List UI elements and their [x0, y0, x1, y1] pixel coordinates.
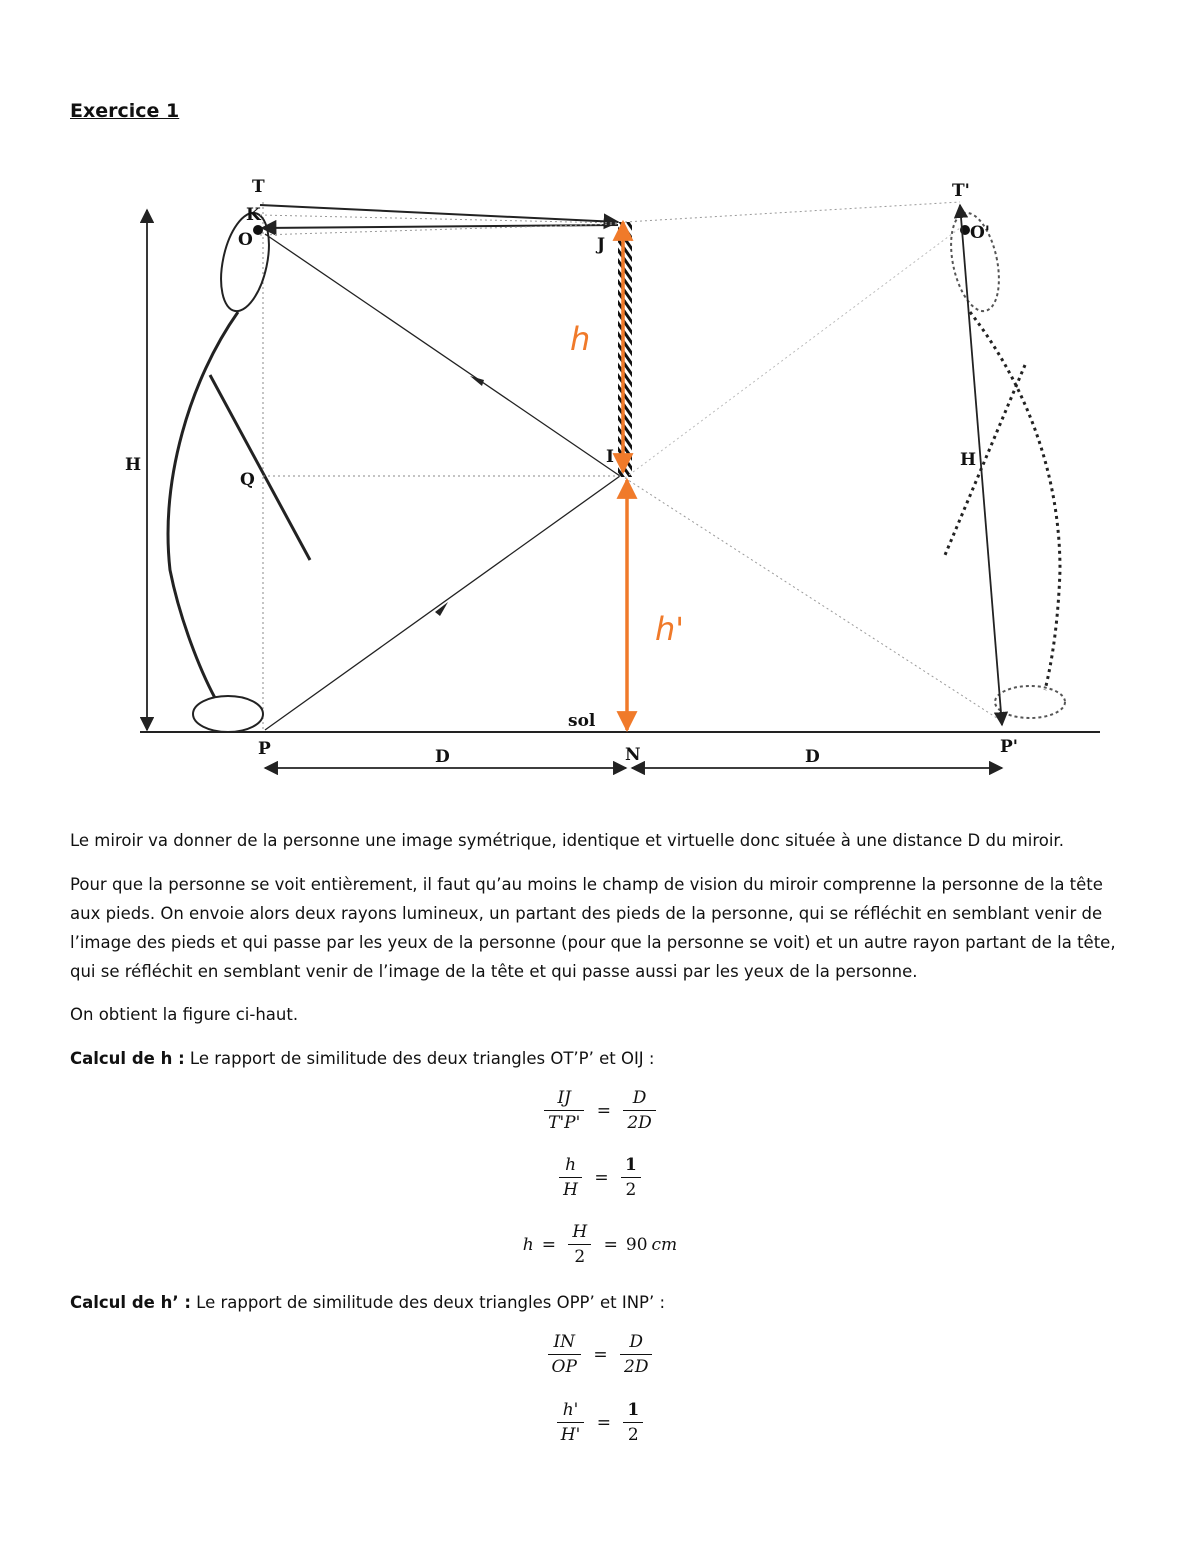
label-D-right: D	[805, 747, 820, 767]
calc-hp-heading	[70, 1288, 1130, 1317]
calc-h-text: Le rapport de similitude des deux triangles OT’P’ et OIJ :	[184, 1049, 655, 1068]
body-left	[168, 312, 238, 698]
paragraph-3: On obtient la figure ci-haut.	[70, 1005, 299, 1024]
equation-h-3: h = $\frac{H}{2}$ = 90 cm	[522, 1222, 678, 1267]
paragraph-1: Le miroir va donner de la personne une image symétrique, identique et virtuelle donc située à une distance D du miroir.	[70, 831, 1064, 850]
mirror-figure	[70, 150, 1130, 800]
calc-hp-text: Le rapport de similitude des deux triangles OPP’ et INP’ :	[190, 1293, 666, 1312]
equation-hp-2: $\frac{h'}{H'}$ = $\frac{1}{2}$	[0, 1400, 1200, 1445]
foot-left	[193, 696, 263, 732]
equation-h-2: $\frac{h}{H}$ = $\frac{1}{2}$	[0, 1155, 1200, 1200]
label-P: P	[258, 739, 271, 759]
calc-hp-label: Calcul de h’ :	[70, 1293, 191, 1312]
label-O: O	[238, 230, 253, 250]
paragraph-2: Pour que la personne se voit entièrement, il faut qu’au moins le champ de vision du miroir comprenne la personne de la tête aux pieds. On envoie alors deux rayons lumineux, un partant des pieds de la personne, qui se réfléchit en semblant venir de l’image des pieds et qui passe par les yeux de la personne (pour que la personne se voit) et un autre rayon partant de la tête, qui se réfléchit en semblant venir de l’image de la tête et qui passe aussi par les yeux de la personne.	[70, 875, 1116, 981]
calc-h-label: Calcul de h :	[70, 1049, 185, 1068]
label-H-right: H	[960, 450, 977, 470]
label-K: K	[246, 205, 261, 225]
equation-hp-1: $\frac{IN}{OP}$ = $\frac{D}{2D}$	[0, 1332, 1200, 1377]
calc-h-heading	[70, 1044, 1130, 1073]
label-T: T	[252, 177, 265, 197]
label-H-left: H	[125, 455, 142, 475]
label-I: I	[606, 447, 614, 467]
label-sol: sol	[568, 711, 596, 731]
label-J: J	[597, 235, 606, 255]
mirror	[618, 222, 632, 477]
label-O-prime: O'	[970, 223, 991, 243]
exercise-title: Exercice 1	[70, 100, 180, 122]
label-P-prime: P'	[1000, 737, 1018, 757]
label-N: N	[625, 745, 641, 765]
annotation-h-prime: h'	[655, 610, 685, 648]
label-T-prime: T'	[952, 181, 970, 201]
label-Q: Q	[240, 470, 255, 490]
label-D-left: D	[435, 747, 450, 767]
annotation-h: h	[570, 320, 591, 358]
equation-h-1: $\frac{IJ}{T'P'}$ = $\frac{D}{2D}$	[0, 1088, 1200, 1133]
head-left	[213, 209, 277, 316]
